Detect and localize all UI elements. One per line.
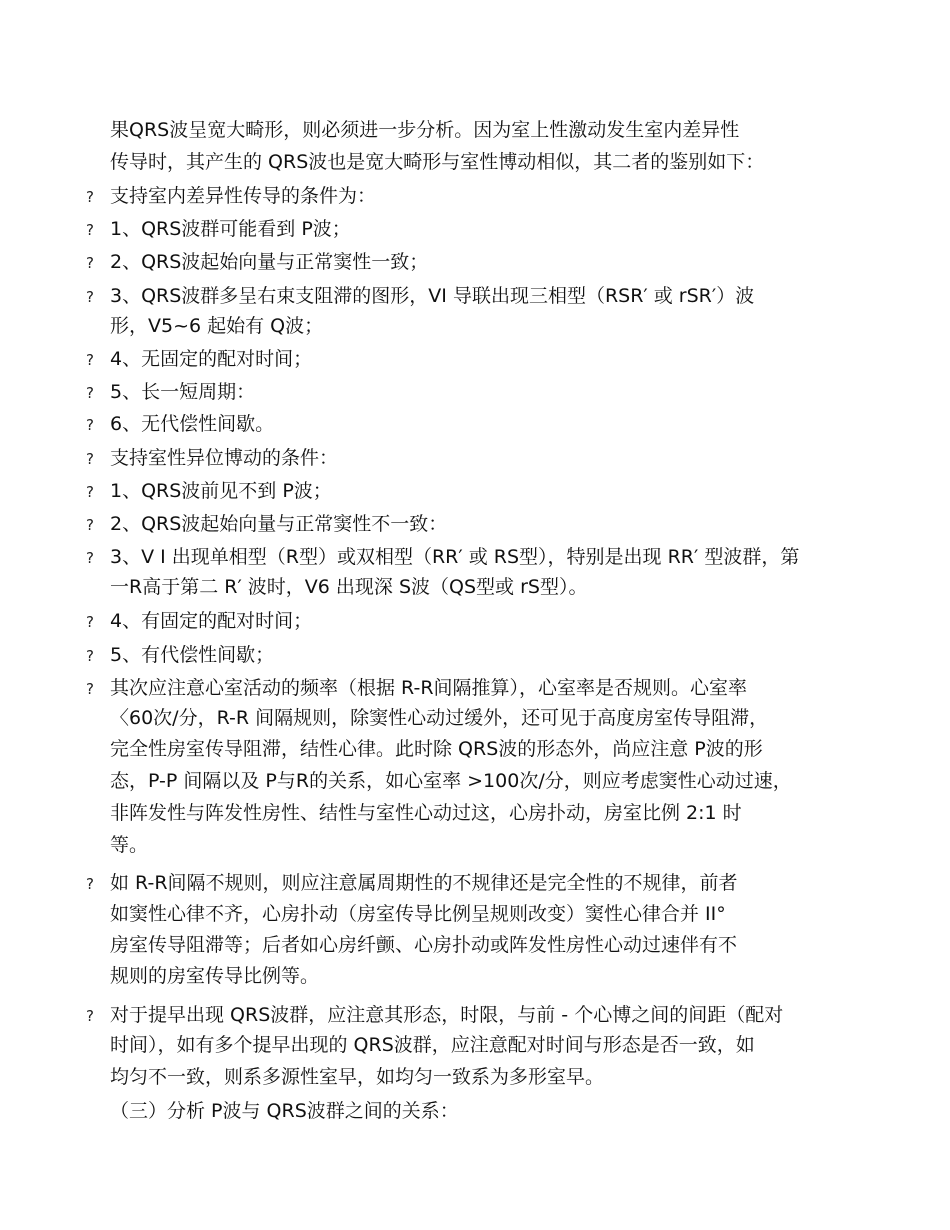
text-line: 完全性房室传导阻滞，结性心律。此时除 QRS波的形态外，尚应注意 P波的形 <box>110 738 763 760</box>
bullet-marker: ? <box>86 351 94 369</box>
text-line: 6、无代偿性间歇。 <box>110 413 275 435</box>
bullet-marker: ? <box>86 875 94 893</box>
text-line: 其次应注意心室活动的频率（根据 R-R间隔推算），心室率是否规则。心室率 <box>110 677 748 699</box>
bullet-marker: ? <box>86 483 94 501</box>
text-line: 1、QRS波群可能看到 P波； <box>110 218 351 240</box>
text-line: 时间），如有多个提早出现的 QRS波群，应注意配对时间与形态是否一致，如 <box>110 1034 755 1056</box>
section-heading: （三）分析 P波与 QRS波群之间的关系： <box>110 1100 459 1122</box>
text-line: 果QRS波呈宽大畸形，则必须进一步分析。因为室上性激动发生室内差异性 <box>110 119 740 141</box>
text-line: 如 R-R间隔不规则，则应注意属周期性的不规律还是完全性的不规律，前者 <box>110 872 738 894</box>
text-line: 支持室内差异性传导的条件为： <box>110 185 377 207</box>
text-line: 4、无固定的配对时间； <box>110 348 313 370</box>
bullet-marker: ? <box>86 647 94 665</box>
bullet-marker: ? <box>86 613 94 631</box>
text-line: 支持室性异位博动的条件： <box>110 447 339 469</box>
bullet-marker: ? <box>86 384 94 402</box>
bullet-marker: ? <box>86 188 94 206</box>
bullet-marker: ? <box>86 450 94 468</box>
text-line: 4、有固定的配对时间； <box>110 610 313 632</box>
text-line: 传导时，其产生的 QRS波也是宽大畸形与室性博动相似，其二者的鉴别如下： <box>110 151 765 173</box>
bullet-marker: ? <box>86 680 94 698</box>
text-line: 等。 <box>110 834 149 856</box>
text-line: 对于提早出现 QRS波群，应注意其形态，时限，与前 - 个心博之间的间距（配对 <box>110 1004 784 1026</box>
bullet-marker: ? <box>86 549 94 567</box>
bullet-marker: ? <box>86 288 94 306</box>
text-line: 如窦性心律不齐，心房扑动（房室传导比例呈规则改变）窦性心律合并 II° <box>110 903 726 925</box>
text-line: 1、QRS波前见不到 P波； <box>110 480 332 502</box>
bullet-marker: ? <box>86 416 94 434</box>
text-line: 2、QRS波起始向量与正常窦性一致； <box>110 251 429 273</box>
text-line: 规则的房室传导比例等。 <box>110 965 320 987</box>
text-line: 态，P-P 间隔以及 P与R的关系，如心室率 >100次/分，则应考虑窦性心动过速， <box>110 770 792 792</box>
text-line: 5、长一短周期： <box>110 381 256 403</box>
bullet-marker: ? <box>86 254 94 272</box>
text-line: 〈60次/分，R-R 间隔规则，除窦性心动过缓外，还可见于高度房室传导阻滞， <box>110 707 769 729</box>
text-line: 5、有代偿性间歇； <box>110 644 275 666</box>
text-line: 2、QRS波起始向量与正常窦性不一致： <box>110 513 448 535</box>
bullet-marker: ? <box>86 516 94 534</box>
text-line: 3、V I 出现单相型（R型）或双相型（RR′ 或 RS型），特别是出现 RR′ 型波群，第 <box>110 546 800 568</box>
text-line: 一R高于第二 R′ 波时，V6 出现深 S波（QS型或 rS型）。 <box>110 576 588 598</box>
bullet-marker: ? <box>86 221 94 239</box>
text-line: 非阵发性与阵发性房性、结性与室性心动过这，心房扑动，房室比例 2:1 时 <box>110 802 742 824</box>
text-line: 均匀不一致，则系多源性室早，如均匀一致系为多形室早。 <box>110 1066 605 1088</box>
text-line: 房室传导阻滞等；后者如心房纤颤、心房扑动或阵发性房性心动过速伴有不 <box>110 934 738 956</box>
text-line: 形，V5~6 起始有 Q波； <box>110 315 324 337</box>
bullet-marker: ? <box>86 1007 94 1025</box>
text-line: 3、QRS波群多呈右束支阻滞的图形，VI 导联出现三相型（RSR′ 或 rSR′）波 <box>110 285 755 307</box>
